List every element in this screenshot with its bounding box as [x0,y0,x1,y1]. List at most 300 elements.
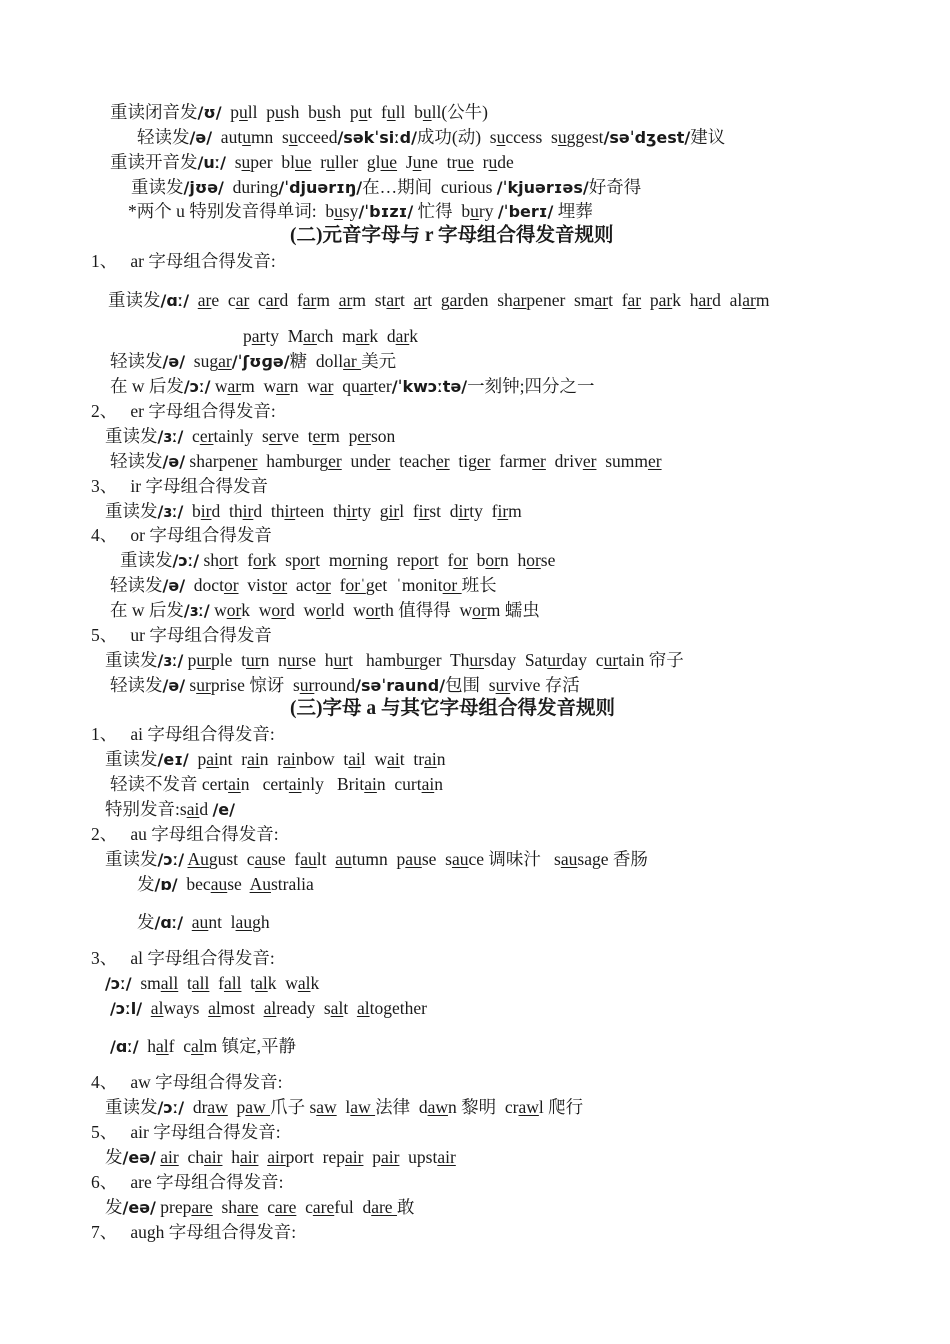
underlined-letters: ai [421,774,435,794]
underlined-letters: or [271,600,286,620]
underlined-letters: ar [218,351,232,371]
text-line [105,1146,456,1169]
text-run: sh b [283,102,317,122]
text-run: d th [253,501,285,521]
text-run: 敢 [396,1197,415,1217]
text-run: c [183,426,200,446]
text-line [105,1196,414,1219]
text-run: 在 w 后发 [110,376,184,396]
text-run: gust c [208,849,255,869]
text-run: t f [433,550,454,570]
underlined-letters: ur [333,650,349,670]
text-run: ry [478,201,498,221]
section-heading [290,698,615,720]
underlined-letters: al [263,998,277,1018]
phonetic-symbol: /ˈʃʊɡə/ [231,352,290,371]
underlined-letters: u [557,127,567,147]
text-line [91,723,275,745]
text-run: get ˈmonit [365,575,443,595]
text-run: ll(公牛) [431,102,488,122]
underlined-letters: u [422,102,432,122]
underlined-letters: ur [547,650,562,670]
text-run: t f [367,102,387,122]
underlined-letters: er [328,451,342,471]
text-run: bec [177,874,211,894]
underlined-letters: er [243,451,258,471]
underlined-letters: ar [303,326,317,346]
text-line [105,848,648,871]
text-run: 4、 aw 字母组合得发音: [91,1072,283,1092]
text-line [110,674,580,697]
text-run: (二)元音字母与 r 字母组合得发音规则 [290,225,614,246]
text-run: s [185,675,197,695]
text-run: k d [369,326,396,346]
underlined-letters: u [496,127,506,147]
text-run: 5、 ur 字母组合得发音 [91,625,272,645]
text-run [183,912,192,932]
text-run: k [310,973,320,993]
text-run: m st [352,290,387,310]
text-run: th 值得得 w [380,600,473,620]
underlined-letters: ar [413,290,428,310]
underlined-letters: ur [196,650,211,670]
underlined-letters: air [204,1147,223,1167]
text-run: sharpen [185,451,244,471]
text-run: h [138,1036,157,1056]
underlined-letters: or [453,550,468,570]
phonetic-symbol: /ˈberɪ/ [497,202,554,221]
underlined-letters: er [312,426,327,446]
text-run: 5、 air 字母组合得发音: [91,1122,281,1142]
underlined-letters: air [239,1147,259,1167]
text-run: 轻读发 [110,675,163,695]
underlined-letters: ai [206,749,219,769]
underlined-letters: au [300,849,317,869]
underlined-letters: ar [359,376,374,396]
phonetic-symbol: /ə/ [189,128,213,147]
text-run: dr [184,1097,208,1117]
text-run: st d [429,501,459,521]
text-line [105,649,684,672]
underlined-letters: al [150,998,164,1018]
phonetic-symbol: /ə/ [162,352,186,371]
text-run: hamburg [257,451,329,471]
text-run: ccess s [505,127,558,147]
text-run: p [243,326,252,346]
phonetic-symbol: /ɜː/ [183,601,210,620]
text-run: gh [252,912,270,932]
text-run: 法律 d [375,1097,428,1117]
text-run: son [370,426,396,446]
underlined-letters: ar [698,290,713,310]
text-run: tig [449,451,477,471]
text-run: 轻读发 [137,127,190,147]
text-run: und [341,451,377,471]
text-run: l w [360,749,388,769]
underlined-letters: au [335,849,352,869]
text-run: t [241,973,256,993]
underlined-letters: u [316,102,326,122]
underlined-letters: ir [284,501,296,521]
underlined-letters: au [210,874,228,894]
text-run: e c [211,290,236,310]
underlined-letters: all [223,973,242,993]
text-run: 重读发 [105,650,158,670]
underlined-letters: al [191,1036,204,1056]
phonetic-symbol: /ˈkjuərɪəs/ [496,178,589,197]
text-run: ready s [276,998,331,1018]
underlined-letters: ue [380,152,398,172]
text-line [137,873,314,896]
underlined-letters: ai [283,749,296,769]
phonetic-symbol: /ɜː/ [157,502,184,521]
text-run: d [199,799,213,819]
underlined-letters: aw [427,1097,448,1117]
text-run: ways [163,998,209,1018]
text-run: mn s [250,127,289,147]
text-run: pener sm [526,290,595,310]
text-run: c [249,290,266,310]
underlined-letters: al [156,1036,169,1056]
text-run: 在…期间 curious [362,177,497,197]
text-run: during [223,177,279,197]
text-run: ter [373,376,392,396]
text-run: n cert [240,774,289,794]
text-run: 3、 ir 字母组合得发音 [91,476,268,496]
text-run: vive 存活 [510,675,580,695]
underlined-letters: ar [276,376,290,396]
underlined-letters: ir [458,501,470,521]
text-line [105,748,445,771]
text-run: most [220,998,264,1018]
text-run: ll b [395,102,423,122]
underlined-letters: er [199,426,214,446]
text-run: 忙得 b [413,201,471,221]
underlined-letters: ai [387,749,400,769]
underlined-letters: are [371,1197,397,1217]
underlined-letters: er [582,451,597,471]
underlined-letters: or [300,550,316,570]
phonetic-symbol: /ɔː/ [183,377,211,396]
text-run: ty f [469,501,498,521]
underlined-letters: ar [302,290,317,310]
text-run: 重读发 [105,849,158,869]
text-line [131,176,641,199]
phonetic-symbol: /uː/ [197,153,226,172]
text-run: *两个 u 特别发音得单词: b [128,201,335,221]
text-line [110,450,662,473]
text-run: sh [199,550,219,570]
text-run: 特别发音:s [105,799,187,819]
text-line [110,375,595,398]
text-run: n w [289,376,320,396]
text-line [110,773,443,795]
text-run: se h [301,650,334,670]
text-line [105,798,235,821]
text-run: d f [279,290,303,310]
phonetic-symbol: /ə/ [162,676,186,695]
text-run: t f [233,550,254,570]
text-run: 班长 [461,575,497,595]
text-run: qu [333,376,360,396]
underlined-letters: Au [249,874,271,894]
text-run: sh [212,1197,238,1217]
text-run: tainly s [213,426,269,446]
text-run: 1、 ai 字母组合得发音: [91,724,275,744]
text-run: t f [608,290,628,310]
underlined-letters: air [380,1147,400,1167]
underlined-letters: u [326,152,335,172]
text-run: k [409,326,419,346]
text-run: 轻读不发音 cert [110,774,229,794]
text-run: sday Sat [484,650,548,670]
underlined-letters: er [268,426,283,446]
underlined-letters: ar [265,290,280,310]
text-run: m 蠕虫 [486,600,540,620]
text-line [91,1121,281,1143]
text-run: n r [259,749,284,769]
text-line [110,997,427,1020]
underlined-letters: ur [196,675,211,695]
text-run: port rep [285,1147,345,1167]
text-run [189,290,198,310]
underlined-letters: u [334,201,343,221]
underlined-letters: au [235,912,253,932]
underlined-letters: al [356,998,370,1018]
text-run: act [287,575,317,595]
text-run: (三)字母 a 与其它字母组合得发音规则 [290,698,615,719]
underlined-letters: er [436,451,450,471]
phonetic-symbol: /ɑː/ [154,913,184,932]
text-line [105,1096,583,1119]
text-run: prise 惊讶 s [210,675,300,695]
text-run: nt r [218,749,248,769]
text-line [243,325,418,347]
underlined-letters: air [437,1147,456,1167]
text-line [110,151,514,174]
text-line [110,599,540,622]
underlined-letters: or [442,575,462,595]
underlined-letters: er [647,451,662,471]
text-run: l f [399,501,419,521]
phonetic-symbol: /eɪ/ [157,750,189,769]
text-line [91,524,272,546]
underlined-letters: Au [187,849,209,869]
underlined-letters: u [470,201,479,221]
text-run: n [436,749,446,769]
text-line [110,574,497,597]
underlined-letters: ur [286,650,302,670]
text-run: teen th [295,501,347,521]
text-run: ty M [265,326,304,346]
text-run: m p [326,426,358,446]
text-run: k w [267,973,298,993]
text-run: sy [342,201,359,221]
text-line [110,1035,296,1058]
underlined-letters: ar [512,290,527,310]
underlined-letters: or [342,550,358,570]
text-run: k h [672,290,699,310]
underlined-letters: er [357,426,371,446]
underlined-letters: au [191,912,209,932]
underlined-letters: ir [200,501,212,521]
text-run: 发 [105,1197,123,1217]
phonetic-symbol: /ə/ [162,452,186,471]
phonetic-symbol: /ɔː/ [105,974,132,993]
text-run: f [209,973,224,993]
underlined-letters: au [254,849,272,869]
phonetic-symbol: /ˈdjuərɪŋ/ [278,178,363,197]
underlined-letters: or [272,575,288,595]
underlined-letters: er [376,451,391,471]
text-run: n [434,774,443,794]
text-run: ld w [330,600,366,620]
text-run: lt [316,849,336,869]
underlined-letters: u [239,102,248,122]
text-run [258,1147,267,1167]
underlined-letters: ir [418,501,430,521]
text-run: aut [212,127,243,147]
text-run: r [473,152,489,172]
phonetic-symbol: /ˈkwɔːtə/ [391,377,468,396]
phonetic-symbol: /ɔː/ [157,850,185,869]
text-run: tumn p [351,849,406,869]
text-run: teach [390,451,437,471]
text-run: 美元 [361,351,397,371]
text-run: ful d [334,1197,372,1217]
text-run: p [183,650,197,670]
underlined-letters: or [365,600,381,620]
phonetic-symbol: /səˈraund/ [355,676,446,695]
text-run: 重读发 [131,177,184,197]
text-run: ll p [247,102,276,122]
phonetic-symbol: /ɜː/ [157,427,184,446]
underlined-letters: ir [242,501,254,521]
text-line [91,624,272,646]
underlined-letters: al [330,998,344,1018]
text-run: t m [315,550,343,570]
text-run: den sh [463,290,513,310]
text-run: day c [561,650,604,670]
text-line [91,1171,283,1193]
text-run: 爪子 s [270,1097,317,1117]
underlined-letters: ue [295,152,312,172]
text-run: c [296,1197,313,1217]
text-run: t g [427,290,450,310]
underlined-letters: are [312,1197,335,1217]
text-line [91,1221,296,1243]
text-run: m 镇定,平静 [203,1036,297,1056]
underlined-letters: ar [395,326,410,346]
phonetic-symbol: /eə/ [122,1198,156,1217]
text-run: 发 [137,912,155,932]
text-run: 轻读发 [110,575,163,595]
phonetic-symbol: /e/ [212,800,235,819]
underlined-letters: ai [186,799,200,819]
underlined-letters: or [223,575,239,595]
text-run: 发 [137,874,155,894]
text-run: 重读发 [105,426,158,446]
text-run: k sp [267,550,301,570]
text-run: d al [712,290,743,310]
text-line [91,947,275,969]
text-line [91,823,279,845]
phonetic-symbol: /ɔː/ [172,551,200,570]
underlined-letters: or [316,575,331,595]
underlined-letters: ar [594,290,609,310]
text-run: p [363,1147,381,1167]
text-run: f [330,575,346,595]
text-run: 一刻钟;四分之一 [467,376,595,396]
underlined-letters: all [160,973,179,993]
text-run: 轻读发 [110,451,163,471]
underlined-letters: ai [364,774,377,794]
underlined-letters: or [316,600,331,620]
text-run: ce 调味汁 s [468,849,561,869]
underlined-letters: ai [424,749,437,769]
underlined-letters: aw [518,1097,539,1117]
text-run: 成功(动) s [416,127,497,147]
phonetic-symbol: /ɔːl/ [110,999,143,1018]
underlined-letters: ir [346,501,358,521]
underlined-letters: al [208,998,221,1018]
underlined-letters: ar [355,326,370,346]
underlined-letters: ur [495,675,511,695]
text-run: d th [211,501,243,521]
text-run: se f [271,849,301,869]
underlined-letters: all [191,973,210,993]
text-run: se [540,550,556,570]
text-run: 1、 ar 字母组合得发音: [91,251,276,271]
phonetic-symbol: /ɒ/ [154,875,178,894]
underlined-letters: aw [207,1097,228,1117]
text-run: h [222,1147,240,1167]
text-run: 重读发 [105,749,158,769]
text-run: doct [185,575,224,595]
text-run: nbow t [295,749,349,769]
text-line [110,101,488,124]
underlined-letters: or [472,600,487,620]
text-run: 好奇得 [588,177,642,197]
text-line [120,549,555,572]
text-run: t tr [399,749,425,769]
text-run: sm [131,973,161,993]
text-run: p [188,749,207,769]
phonetic-symbol: /səkˈsiːd/ [337,128,417,147]
underlined-letters: ar [658,290,673,310]
underlined-letters: are [237,1197,259,1217]
underlined-letters: u [488,152,498,172]
underlined-letters: ai [348,749,361,769]
underlined-letters: au [451,849,469,869]
phonetic-symbol: /ʊ/ [197,103,222,122]
underlined-letters: u [241,152,251,172]
underlined-letters: u [358,102,368,122]
text-run: se [227,874,250,894]
text-run: 重读发 [108,290,161,310]
text-run: cceed [297,127,338,147]
underlined-letters: ar [319,376,334,396]
text-run: p [641,290,659,310]
text-run: driv [545,451,583,471]
text-run: 在 w 后发 [110,600,184,620]
text-run: m w [241,376,277,396]
underlined-letters: al [297,973,311,993]
underlined-letters: air [160,1147,179,1167]
text-run: 建议 [690,127,726,147]
section-heading [290,225,614,247]
text-run: 重读发 [105,501,158,521]
